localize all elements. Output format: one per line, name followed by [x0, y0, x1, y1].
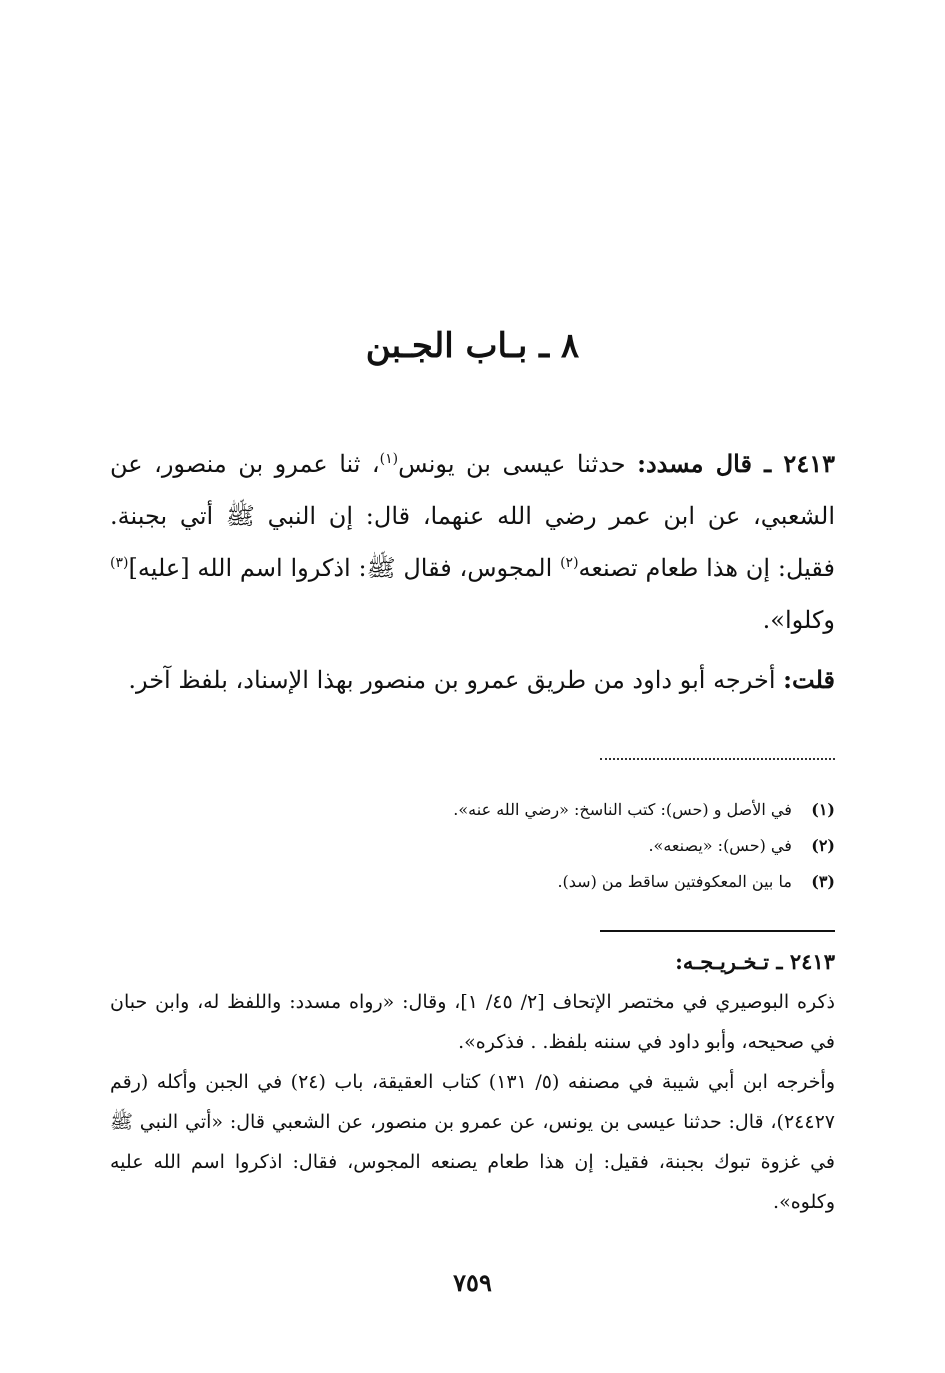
footnote-text: ما بين المعكوفتين ساقط من (سد).	[557, 872, 792, 891]
footnote-ref-2: (٢)	[560, 555, 579, 571]
hadith-text-end: وكلوا».	[762, 606, 835, 634]
takhrij-paragraph-1: ذكره البوصيري في مختصر الإتحاف [٢/ ٤٥/ ١]، وقال: «رواه مسدد: واللفظ له، وابن حبان في صحيحه، وأبو داود في سننه بلفظ. . فذكره».	[110, 991, 835, 1053]
footnote-1	[110, 792, 835, 828]
footnote-2	[110, 828, 835, 864]
takhrij-rule	[600, 930, 835, 932]
page-number: ٧٥٩	[453, 1268, 492, 1297]
hadith-text-part2: ، ثنا عمرو بن منصور، عن الشعبي، عن ابن عمر رضي الله عنهما، قال: إن النبي ﷺ أتي بجبنة. فقيل: إن هذا طعام تصنعه	[110, 450, 835, 582]
hadith-text-part1: حدثنا عيسى بن يونس	[398, 450, 626, 478]
footnote-text: في الأصل و (حس): كتب الناسخ: «رضي الله عنه».	[453, 800, 792, 819]
chapter-title: ٨ ـ بـاب الجـبن	[365, 326, 580, 366]
footnote-text: في (حس): «يصنعه».	[648, 836, 792, 855]
hadith-number: ٢٤١٣ ـ قال مسدد:	[637, 449, 835, 478]
footnote-number: (٣)	[811, 872, 835, 891]
footnote-3	[110, 864, 835, 900]
footnote-separator	[600, 758, 835, 760]
footnote-ref-1: (١)	[379, 451, 399, 467]
takhrij-section	[110, 942, 835, 1222]
footnote-ref-3: (٣)	[110, 555, 129, 571]
hadith-text-part3: المجوس، فقال ﷺ: اذكروا اسم الله [عليه]	[128, 554, 561, 582]
takhrij-heading: ٢٤١٣ ـ تـخـريـجـه:	[675, 949, 835, 974]
footnote-number: (٢)	[811, 836, 835, 855]
takhrij-paragraph-2: وأخرجه ابن أبي شيبة في مصنفه (٥/ ١٣١) كتاب العقيقة، باب (٢٤) في الجبن وأكله (رقم ٢٤٤٢٧)، قال: حدثنا عيسى بن يونس، عن عمرو بن منصور، عن الشعبي قال: «أتي النبي ﷺ في غزوة تبوك بجبنة، فقيل: إن هذا طعام يصنعه المجوس، فقال: اذكروا اسم الله عليه وكلوه».	[110, 1071, 835, 1213]
hadith-block	[110, 438, 835, 706]
footnotes	[110, 792, 835, 900]
qult-paragraph	[110, 654, 835, 706]
hadith-paragraph	[110, 438, 835, 646]
qult-text: أخرجه أبو داود من طريق عمرو بن منصور بهذا الإسناد، بلفظ آخر.	[128, 666, 776, 694]
qult-label: قلت:	[783, 665, 835, 694]
footnote-number: (١)	[811, 800, 835, 819]
